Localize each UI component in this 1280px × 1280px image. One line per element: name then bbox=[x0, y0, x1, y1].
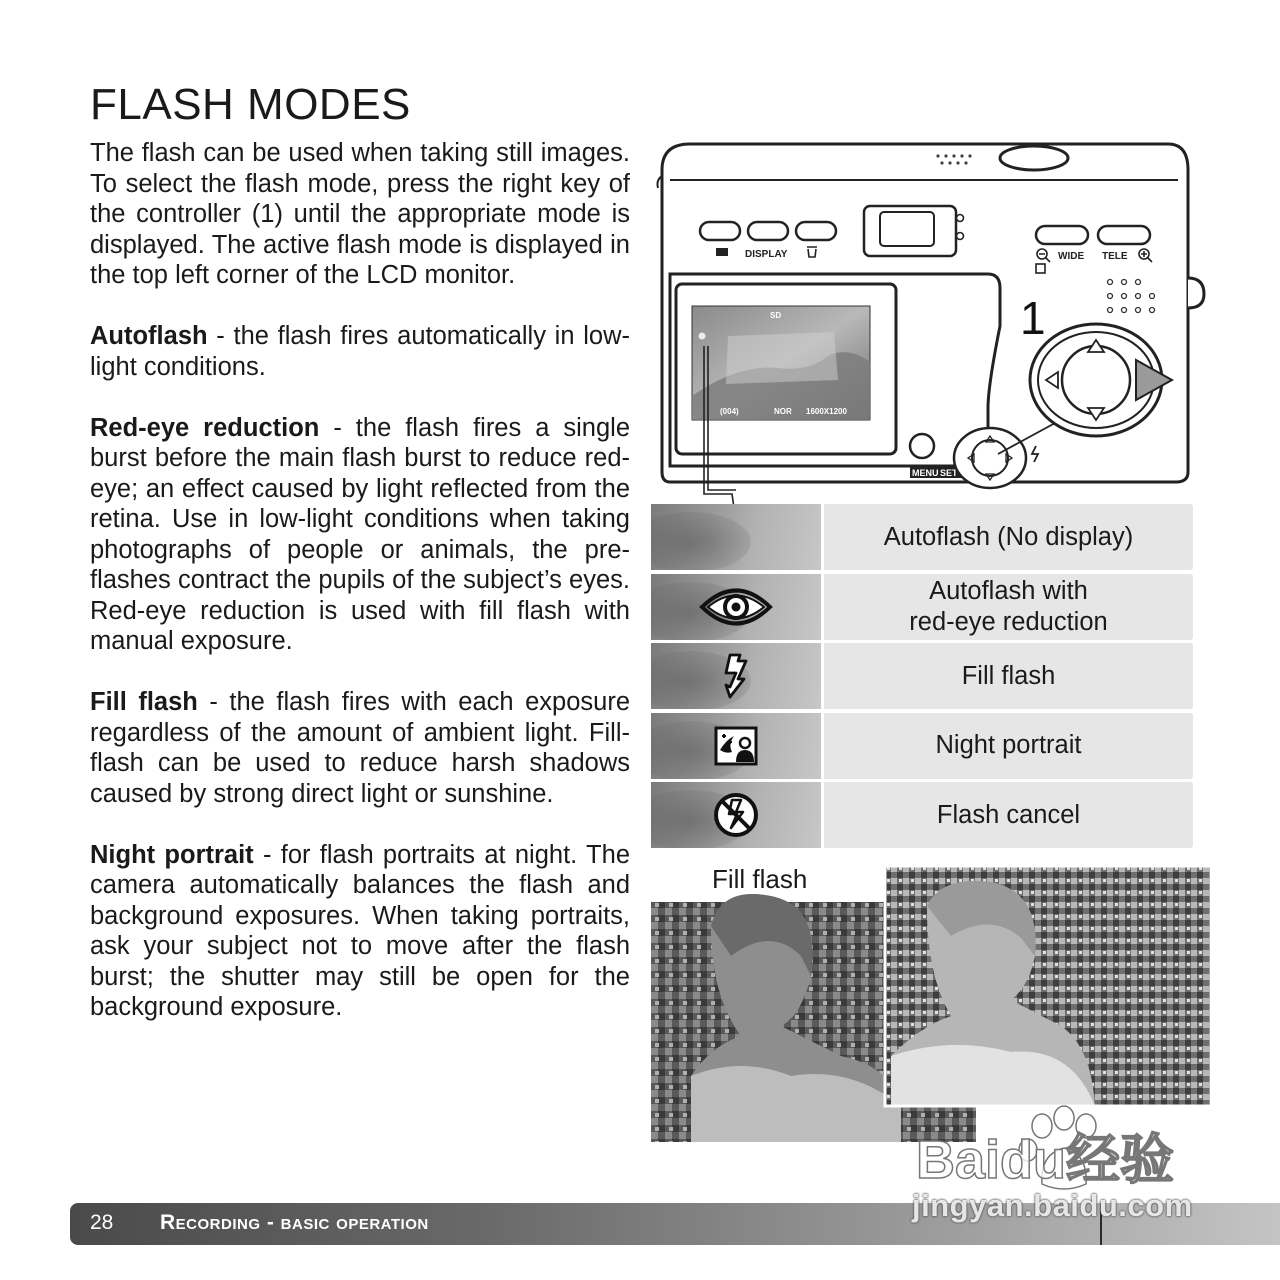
watermark-brand: Baidu经验 bbox=[916, 1130, 1175, 1190]
menu-label: MENU bbox=[912, 468, 939, 478]
tele-label: TELE bbox=[1102, 251, 1128, 262]
intro-paragraph: The flash can be used when taking still images. To select the flash mode, press the right key of the controller (1) until the appropriate mode is displayed. The active flash mode is displayed in the top left corner of the LCD monitor. bbox=[90, 139, 630, 289]
playback-button[interactable] bbox=[700, 222, 740, 240]
lcd-frames-left: (004) bbox=[720, 407, 739, 416]
menu-set-button[interactable] bbox=[910, 434, 934, 458]
flash-mode-row bbox=[651, 504, 1193, 570]
mode-thumbnail bbox=[651, 574, 821, 640]
red-eye-term: Red-eye reduction bbox=[90, 413, 320, 442]
mode-label: Fill flash bbox=[824, 643, 1193, 709]
mode-thumbnail bbox=[651, 504, 821, 570]
mode-label: Autoflash with red-eye reduction bbox=[824, 574, 1193, 640]
mode-thumbnail bbox=[651, 782, 821, 848]
flash-mode-row bbox=[651, 643, 1193, 709]
page-number: 28 bbox=[90, 1211, 114, 1234]
fill-flash-paragraph bbox=[90, 687, 630, 809]
night-portrait-paragraph bbox=[90, 840, 630, 1023]
wide-label: WIDE bbox=[1058, 251, 1085, 262]
lcd-quality: NOR bbox=[774, 407, 792, 416]
mode-label: Autoflash (No display) bbox=[824, 504, 1193, 570]
photo-caption: Fill flash bbox=[712, 864, 808, 894]
red-eye-paragraph bbox=[90, 413, 630, 657]
section-title: Recording - basic operation bbox=[160, 1211, 429, 1234]
fill-flash-term: Fill flash bbox=[90, 688, 198, 716]
controller[interactable] bbox=[954, 428, 1026, 488]
page-title: FLASH MODES bbox=[90, 80, 411, 129]
autoflash-term: Autoflash bbox=[90, 322, 208, 350]
fill-flash-text: - the flash fires with each exposure regardless of the amount of ambient light. Fill-flash can be used to reduce harsh shadows caused by strong direct light or sunshine. bbox=[90, 688, 630, 808]
flash-mode-row bbox=[651, 574, 1193, 640]
flash-cancel-icon bbox=[711, 790, 761, 840]
flash-mode-row bbox=[651, 782, 1193, 848]
body-text bbox=[90, 138, 630, 1053]
photo-with-flash bbox=[885, 866, 1211, 1106]
callout-number: 1 bbox=[1020, 292, 1046, 344]
tele-button[interactable] bbox=[1098, 226, 1150, 244]
autoflash-text: - the flash fires automatically in low-light conditions. bbox=[90, 322, 630, 381]
red-eye-text: - the flash fires a single burst before the main flash burst to reduce red-eye; an effect caused by light reflected from the retina. Use in low-light conditions when taking photographs of people or animals, the pre-flashes contract the pupils of the subject’s eyes. Red-eye reduction is used with fill flash with manual exposure. bbox=[90, 413, 630, 655]
mode-thumbnail bbox=[651, 713, 821, 779]
wide-button[interactable] bbox=[1036, 226, 1088, 244]
set-label: SET bbox=[940, 468, 958, 478]
night-portrait-term: Night portrait bbox=[90, 840, 254, 869]
red-eye-icon bbox=[696, 580, 776, 634]
mode-thumbnail bbox=[651, 643, 821, 709]
lcd-image-size: 1600X1200 bbox=[806, 407, 847, 416]
night-portrait-text: - for flash portraits at night. The camera automatically balances the flash and background exposures. When taking portraits, ask your subject not to move after the flash burst; the shutter may still be open for the background exposure. bbox=[90, 840, 631, 1021]
lcd-card-label: SD bbox=[770, 311, 782, 320]
display-button[interactable] bbox=[748, 222, 788, 240]
watermark-url: jingyan.baidu.com bbox=[912, 1188, 1193, 1223]
mode-label: Night portrait bbox=[824, 713, 1193, 779]
autoflash-paragraph bbox=[90, 321, 630, 382]
fill-flash-icon bbox=[716, 651, 756, 701]
night-portrait-icon bbox=[714, 726, 758, 766]
display-label: DISPLAY bbox=[745, 249, 788, 260]
flash-mode-list bbox=[651, 504, 1193, 852]
mode-label: Flash cancel bbox=[824, 782, 1193, 848]
delete-button[interactable] bbox=[796, 222, 836, 240]
flash-mode-row bbox=[651, 713, 1193, 779]
camera-illustration bbox=[648, 136, 1218, 508]
